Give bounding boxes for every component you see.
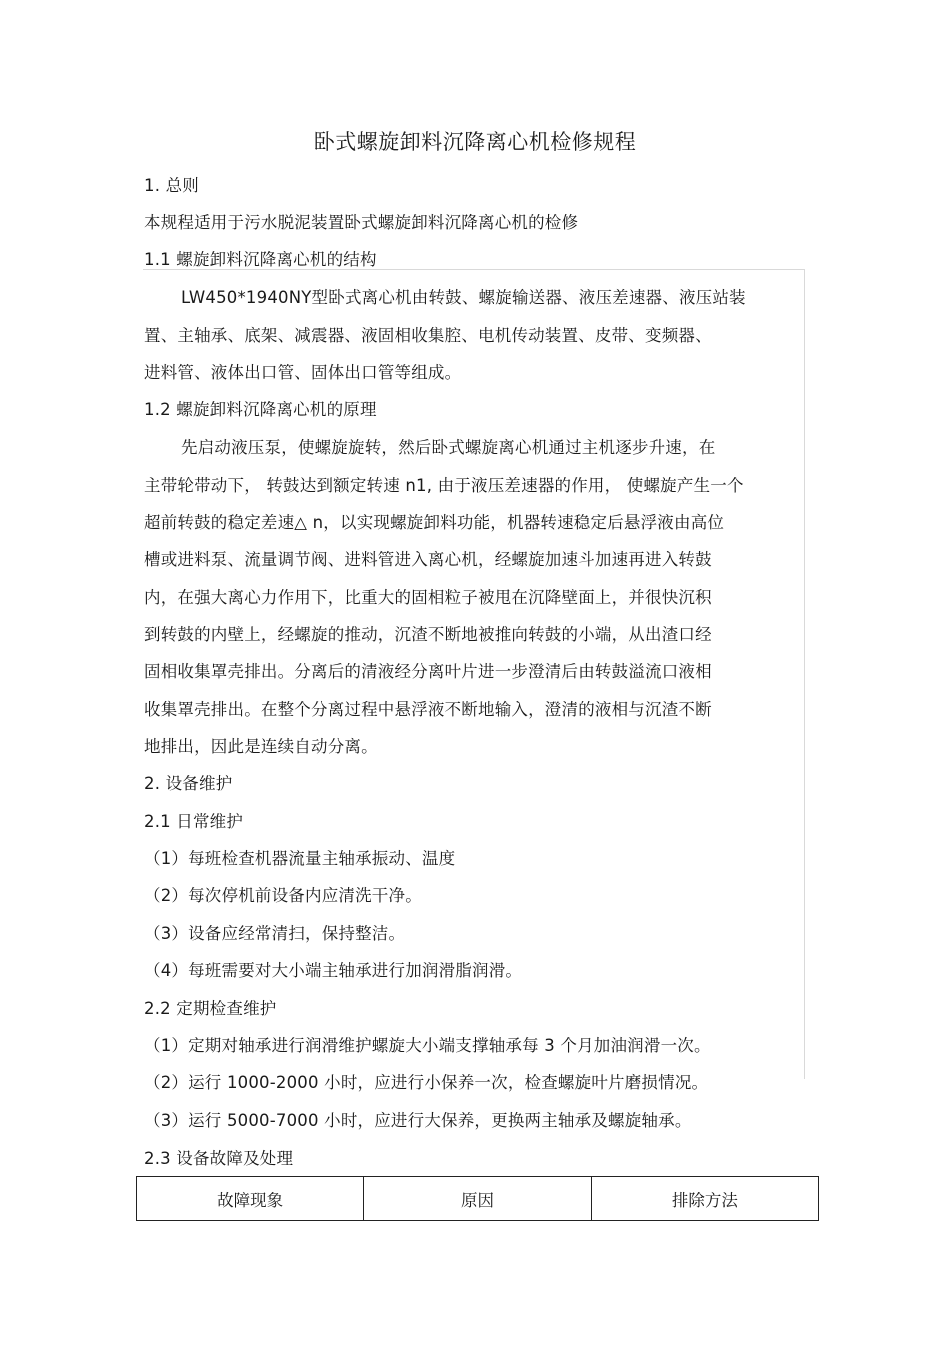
periodic-item: （3）运行 5000-7000 小时，应进行大保养，更换两主轴承及螺旋轴承。 [144, 1111, 692, 1130]
principle-paragraph-line: 主带轮带动下， 转鼓达到额定转速 n1, 由于液压差速器的作用， 使螺旋产生一个 [144, 476, 744, 495]
principle-paragraph-line: 先启动液压泵，使螺旋旋转，然后卧式螺旋离心机通过主机逐步升速，在 [181, 438, 716, 457]
periodic-item: （2）运行 1000-2000 小时，应进行小保养一次，检查螺旋叶片磨损情况。 [144, 1073, 709, 1092]
structure-paragraph-line: 置、主轴承、底架、减震器、液固相收集腔、电机传动装置、皮带、变频器、 [144, 326, 712, 345]
periodic-item: （1）定期对轴承进行润滑维护螺旋大小端支撑轴承每 3 个月加油润滑一次。 [144, 1036, 711, 1055]
daily-item: （4）每班需要对大小端主轴承进行加润滑脂润滑。 [144, 961, 523, 980]
section-heading-faults: 2.3 设备故障及处理 [144, 1149, 294, 1168]
daily-item: （1）每班检查机器流量主轴承振动、温度 [144, 849, 456, 868]
principle-paragraph-line: 到转鼓的内壁上，经螺旋的推动，沉渣不断地被推向转鼓的小端，从出渣口经 [144, 625, 712, 644]
principle-paragraph-line: 地排出，因此是连续自动分离。 [144, 737, 378, 756]
principle-paragraph-line: 内，在强大离心力作用下，比重大的固相粒子被甩在沉降壁面上，并很快沉积 [144, 588, 712, 607]
principle-paragraph-line: 收集罩壳排出。在整个分离过程中悬浮液不断地输入，澄清的液相与沉渣不断 [144, 700, 712, 719]
daily-item: （2）每次停机前设备内应清洗干净。 [144, 886, 422, 905]
section-heading-periodic-maintenance: 2.2 定期检查维护 [144, 999, 277, 1018]
daily-item: （3）设备应经常清扫，保持整洁。 [144, 924, 406, 943]
section-heading-daily-maintenance: 2.1 日常维护 [144, 812, 244, 831]
principle-paragraph-line: 固相收集罩壳排出。分离后的清液经分离叶片进一步澄清后由转鼓溢流口液相 [144, 662, 712, 681]
table-header-remedy: 排除方法 [591, 1177, 818, 1221]
page-title: 卧式螺旋卸料沉降离心机检修规程 [313, 130, 637, 154]
fault-table [136, 1176, 819, 1221]
frame-border-right [804, 269, 805, 1079]
section-heading-principle: 1.2 螺旋卸料沉降离心机的原理 [144, 400, 377, 419]
table-header-symptom: 故障现象 [137, 1177, 364, 1221]
table-header-cause: 原因 [364, 1177, 591, 1221]
structure-paragraph-line: 进料管、液体出口管、固体出口管等组成。 [144, 363, 462, 382]
structure-paragraph-line: LW450*1940NY型卧式离心机由转鼓、螺旋输送器、液压差速器、液压站装 [181, 288, 746, 307]
section-heading-maintenance: 2. 设备维护 [144, 774, 233, 793]
scope-paragraph: 本规程适用于污水脱泥装置卧式螺旋卸料沉降离心机的检修 [144, 213, 579, 232]
principle-paragraph-line: 超前转鼓的稳定差速△ n，以实现螺旋卸料功能，机器转速稳定后悬浮液由高位 [144, 513, 725, 532]
section-heading-general: 1. 总则 [144, 176, 199, 195]
section-heading-structure: 1.1 螺旋卸料沉降离心机的结构 [144, 250, 377, 269]
principle-paragraph-line: 槽或进料泵、流量调节阀、进料管进入离心机，经螺旋加速斗加速再进入转鼓 [144, 550, 712, 569]
table-header-row [137, 1177, 819, 1221]
